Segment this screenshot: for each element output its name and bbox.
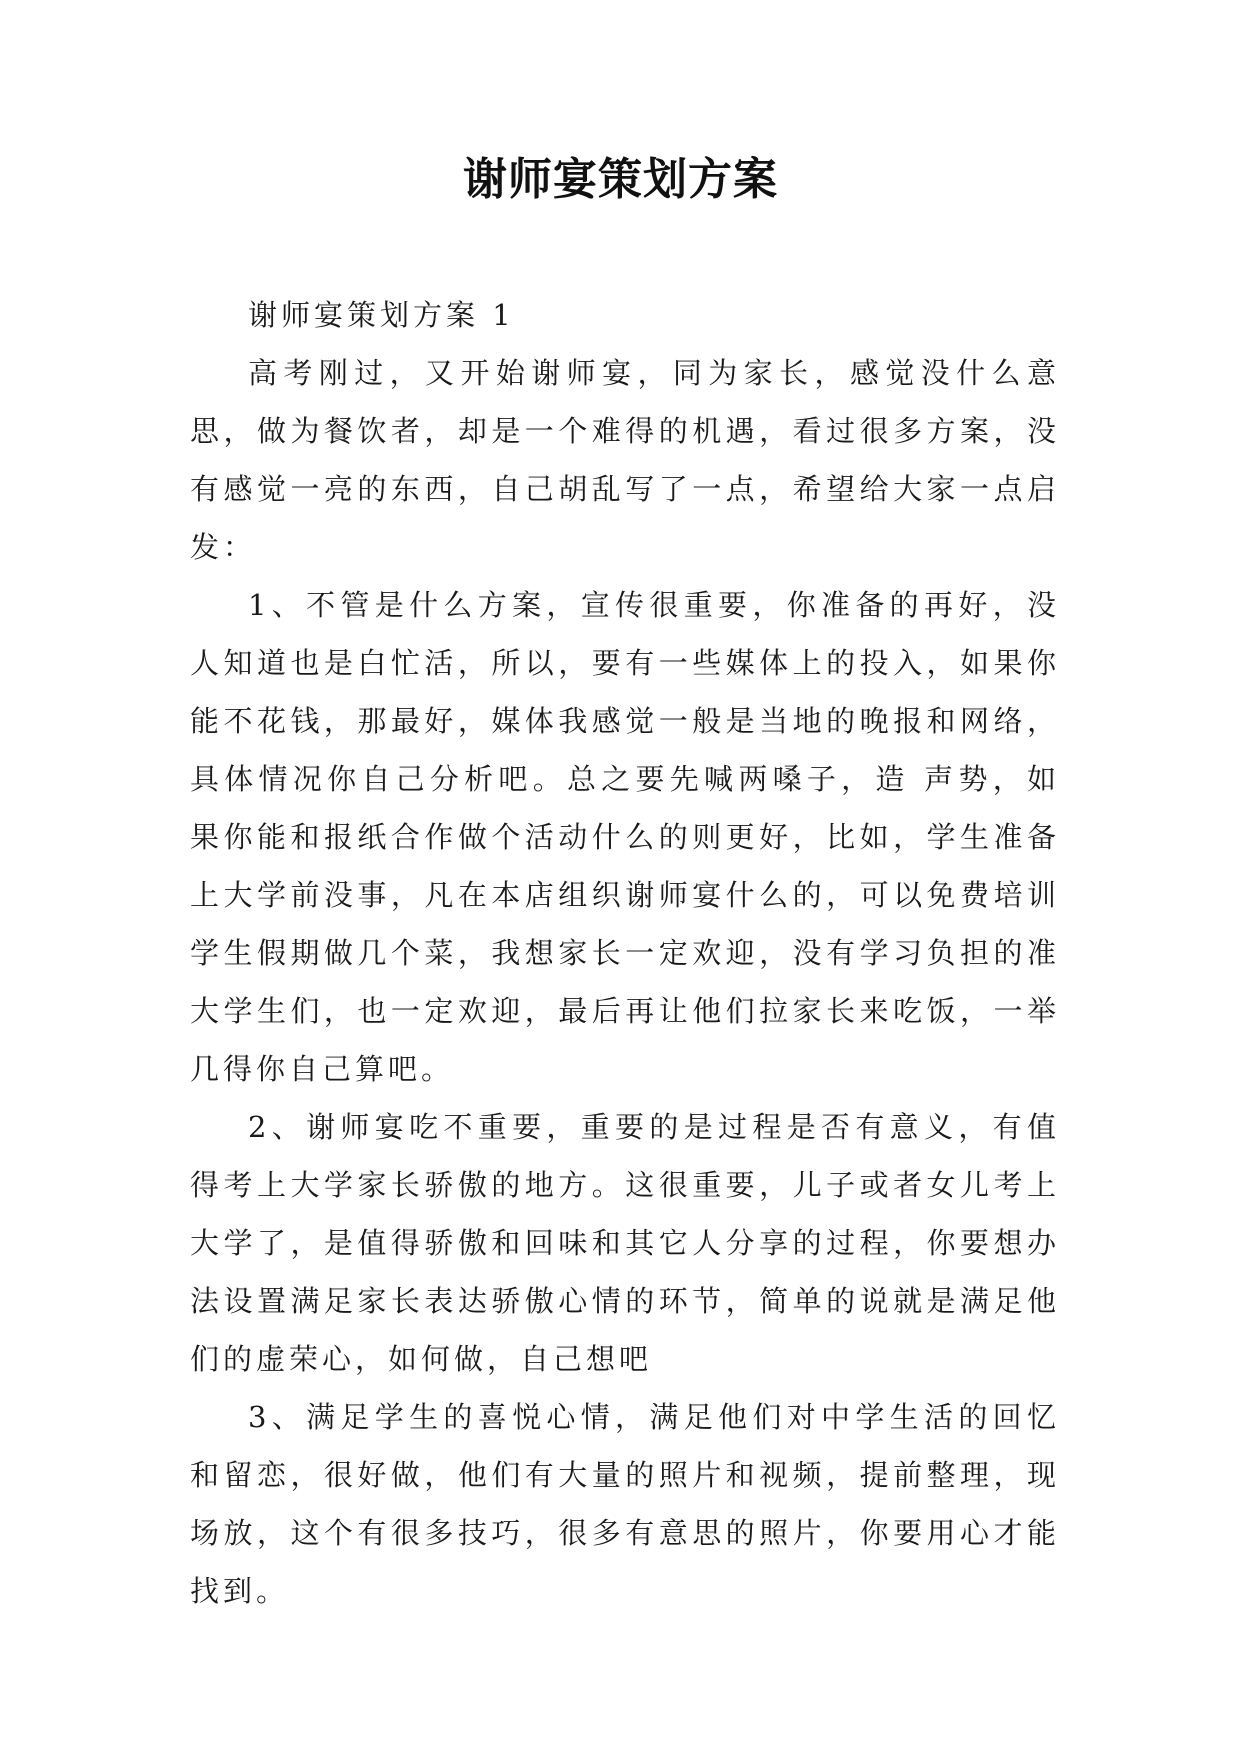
paragraph-point-1: 1、不管是什么方案，宣传很重要，你准备的再好，没人知道也是白忙活，所以，要有一些媒体上的投入，如果你能不花钱，那最好，媒体我感觉一般是当地的晚报和网络，具体情况你自己分析吧。总之要先喊两嗓子，造 声势，如果你能和报纸合作做个活动什么的则更好，比如，学生准备上大学前没事，凡在本店组织谢师宴什么的，可以免费培训学生假期做几个菜，我想家长一定欢迎，没有学习负担的准大学生们，也一定欢迎，最后再让他们拉家长来吃饭，一举几得你自己算吧。 [190, 588, 1060, 1086]
document-body [190, 286, 1060, 1620]
paragraph-point-3: 3、满足学生的喜悦心情，满足他们对中学生活的回忆和留恋，很好做，他们有大量的照片和视频，提前整理，现场放，这个有很多技巧，很多有意思的照片，你要用心才能找到。 [190, 1400, 1060, 1608]
paragraph-intro: 高考刚过，又开始谢师宴，同为家长，感觉没什么意思，做为餐饮者，却是一个难得的机遇，看过很多方案，没有感觉一亮的东西，自己胡乱写了一点，希望给大家一点启发： [190, 356, 1060, 564]
paragraph-point-2: 2、谢师宴吃不重要，重要的是过程是否有意义，有值得考上大学家长骄傲的地方。这很重要，儿子或者女儿考上大学了，是值得骄傲和回味和其它人分享的过程，你要想办法设置满足家长表达骄傲心情的环节，简单的说就是满足他们的虚荣心，如何做，自己想吧 [190, 1110, 1060, 1376]
section-heading: 谢师宴策划方案 1 [248, 298, 515, 332]
document-title: 谢师宴策划方案 [463, 154, 778, 205]
